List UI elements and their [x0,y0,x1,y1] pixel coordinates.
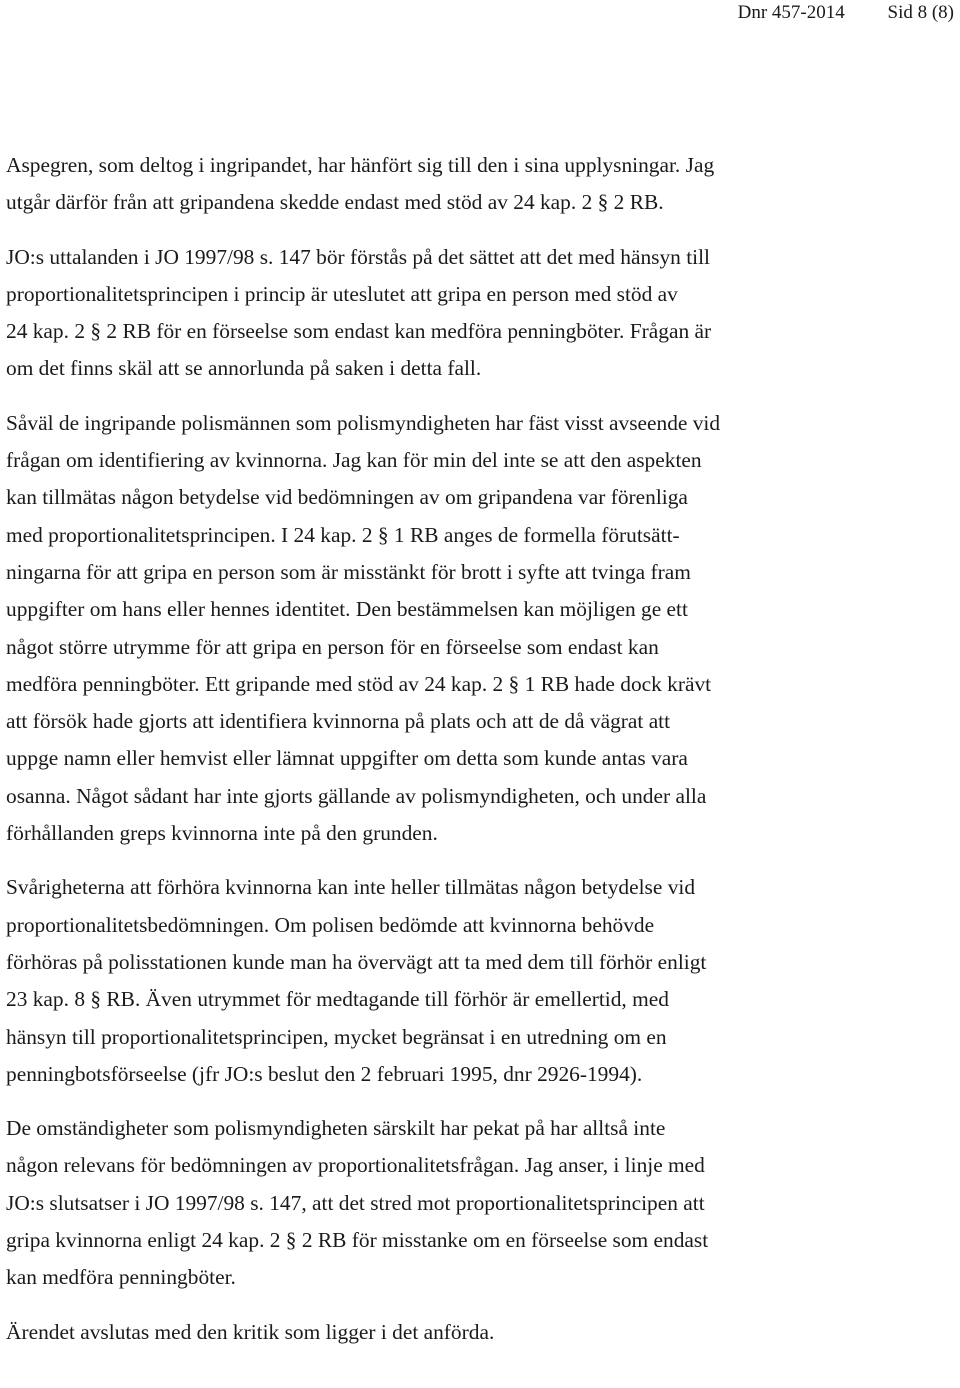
text-line: medföra penningböter. Ett gripande med stöd av 24 kap. 2 § 1 RB hade dock krävt [6,671,712,696]
text-line: Aspegren, som deltog i ingripandet, har hänfört sig till den i sina upplysningar. Jag [6,153,715,177]
text-line: kan tillmätas någon betydelse vid bedömningen av om gripandena var förenliga [6,485,688,510]
text-line: något större utrymme för att gripa en person för en förseelse som endast kan [6,634,659,659]
text-line: ningarna för att gripa en person som är misstänkt för brott i syfte att tvinga fram [6,559,691,584]
text-line: Svårigheterna att förhöra kvinnorna kan inte heller tillmätas någon betydelse vid [6,875,696,900]
paragraph-4 [6,869,954,1093]
paragraph-1 [6,147,954,222]
text-line: JO:s slutsatser i JO 1997/98 s. 147, att det stred mot proportionalitetsprincipen att [6,1190,705,1215]
text-line: kan medföra penningböter. [6,1265,236,1290]
document-body [6,147,954,1368]
text-line: frågan om identifiering av kvinnorna. Jag kan för min del inte se att den aspekten [6,448,702,473]
text-line: Såväl de ingripande polismännen som polismyndigheten har fäst visst avseende vid [6,410,721,435]
text-line: uppge namn eller hemvist eller lämnat uppgifter om detta som kunde antas vara [6,746,688,771]
text-line: 24 kap. 2 § 2 RB för en förseelse som endast kan medföra penningböter. Frågan är [6,319,712,344]
text-line: JO:s uttalanden i JO 1997/98 s. 147 bör förstås på det sättet att det med hänsyn till [6,244,711,269]
document-number: Dnr 457-2014 [737,2,845,23]
page-number: Sid 8 (8) [887,2,954,23]
text-line: osanna. Något sådant har inte gjorts gällande av polismyndigheten, och under alla [6,783,707,808]
text-line: utgår därför från att gripandena skedde endast med stöd av 24 kap. 2 § 2 RB. [6,190,664,215]
text-line: om det finns skäl att se annorlunda på saken i detta fall. [6,356,482,381]
text-line: gripa kvinnorna enligt 24 kap. 2 § 2 RB för misstanke om en förseelse som endast [6,1228,709,1253]
page-header [738,2,954,24]
text-line: Ärendet avslutas med den kritik som ligger i det anförda. [6,1319,495,1344]
text-line: någon relevans för bedömningen av proportionalitetsfrågan. Jag anser, i linje med [6,1153,705,1178]
text-line: förhållanden greps kvinnorna inte på den grunden. [6,821,438,846]
text-line: hänsyn till proportionalitetsprincipen, mycket begränsat i en utredning om en [6,1024,667,1049]
text-line: proportionalitetsbedömningen. Om polisen bedömde att kvinnorna behövde [6,912,655,937]
paragraph-2 [6,239,954,388]
paragraph-5 [6,1110,954,1296]
text-line: proportionalitetsprincipen i princip är uteslutet att gripa en person med stöd av [6,281,678,306]
text-line: uppgifter om hans eller hennes identitet. Den bestämmelsen kan möjligen ge ett [6,597,688,622]
text-line: förhöras på polisstationen kunde man ha övervägt att ta med dem till förhör enligt [6,949,707,974]
text-line: 23 kap. 8 § RB. Även utrymmet för medtagande till förhör är emellertid, med [6,987,669,1012]
paragraph-6 [6,1314,954,1351]
text-line: att försök hade gjorts att identifiera kvinnorna på plats och att de då vägrat att [6,709,671,734]
text-line: med proportionalitetsprincipen. I 24 kap. 2 § 1 RB anges de formella förutsätt- [6,522,680,547]
text-line: De omständigheter som polismyndigheten särskilt har pekat på har alltså inte [6,1116,666,1141]
text-line: penningbotsförseelse (jfr JO:s beslut den 2 februari 1995, dnr 2926-1994). [6,1061,643,1086]
paragraph-3 [6,405,954,853]
